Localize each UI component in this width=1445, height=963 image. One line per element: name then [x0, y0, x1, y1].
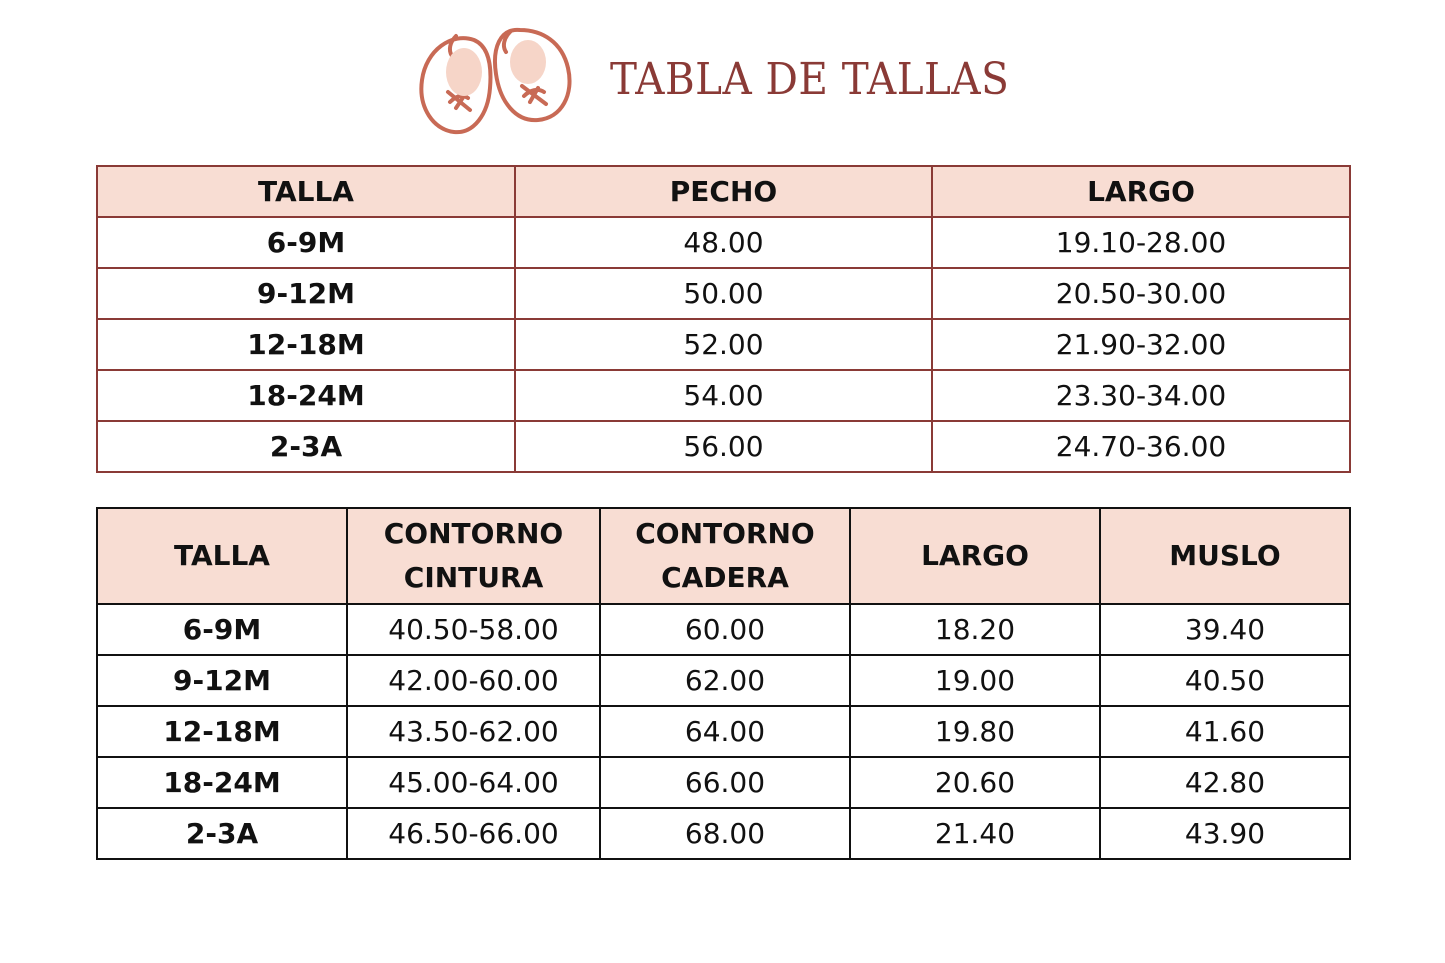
largo-cell: 20.50-30.00 [932, 268, 1350, 319]
muslo-cell: 41.60 [1100, 706, 1350, 757]
header-talla [97, 508, 347, 604]
table-row [97, 808, 1350, 859]
cadera-cell: 68.00 [600, 808, 850, 859]
header-line: TALLA [174, 539, 270, 572]
pecho-cell: 56.00 [515, 421, 932, 472]
largo-cell: 21.40 [850, 808, 1100, 859]
table-row [97, 706, 1350, 757]
largo-cell: 24.70-36.00 [932, 421, 1350, 472]
table-row [97, 268, 1350, 319]
size-cell: 9-12M [97, 268, 515, 319]
header-line: MUSLO [1169, 539, 1281, 572]
table-header-row [97, 508, 1350, 604]
size-cell: 12-18M [97, 706, 347, 757]
header-line: CADERA [661, 561, 789, 594]
page-header [0, 0, 1445, 150]
size-cell: 2-3A [97, 421, 515, 472]
muslo-cell: 39.40 [1100, 604, 1350, 655]
muslo-cell: 43.90 [1100, 808, 1350, 859]
cadera-cell: 60.00 [600, 604, 850, 655]
largo-cell: 18.20 [850, 604, 1100, 655]
cadera-cell: 66.00 [600, 757, 850, 808]
size-cell: 6-9M [97, 604, 347, 655]
size-cell: 12-18M [97, 319, 515, 370]
header-pecho: PECHO [515, 166, 932, 217]
largo-cell: 20.60 [850, 757, 1100, 808]
header-line: CONTORNO [383, 517, 564, 550]
header-largo [850, 508, 1100, 604]
header-muslo [1100, 508, 1350, 604]
size-cell: 18-24M [97, 370, 515, 421]
table-row [97, 757, 1350, 808]
largo-cell: 19.00 [850, 655, 1100, 706]
pecho-cell: 50.00 [515, 268, 932, 319]
size-table-bottom [96, 507, 1351, 860]
cintura-cell: 42.00-60.00 [347, 655, 600, 706]
table-row [97, 655, 1350, 706]
cintura-cell: 43.50-62.00 [347, 706, 600, 757]
largo-cell: 21.90-32.00 [932, 319, 1350, 370]
page-title: TABLA DE TALLAS [610, 54, 1010, 105]
header-contorno-cadera [600, 508, 850, 604]
largo-cell: 19.80 [850, 706, 1100, 757]
largo-cell: 19.10-28.00 [932, 217, 1350, 268]
table-row [97, 217, 1350, 268]
cadera-cell: 64.00 [600, 706, 850, 757]
header-line: CONTORNO [635, 517, 815, 550]
pecho-cell: 48.00 [515, 217, 932, 268]
largo-cell: 23.30-34.00 [932, 370, 1350, 421]
muslo-cell: 42.80 [1100, 757, 1350, 808]
cintura-cell: 46.50-66.00 [347, 808, 600, 859]
size-cell: 6-9M [97, 217, 515, 268]
header-largo: LARGO [932, 166, 1350, 217]
header-line: CINTURA [403, 561, 544, 594]
table-row [97, 604, 1350, 655]
size-cell: 9-12M [97, 655, 347, 706]
muslo-cell: 40.50 [1100, 655, 1350, 706]
cadera-cell: 62.00 [600, 655, 850, 706]
header-line: LARGO [921, 539, 1029, 572]
cintura-cell: 40.50-58.00 [347, 604, 600, 655]
table-row [97, 421, 1350, 472]
table-row [97, 319, 1350, 370]
pecho-cell: 52.00 [515, 319, 932, 370]
size-table-top [96, 165, 1351, 473]
table-row [97, 370, 1350, 421]
header-contorno-cintura [347, 508, 600, 604]
size-cell: 2-3A [97, 808, 347, 859]
table-header-row [97, 166, 1350, 217]
baby-shoes-icon [412, 22, 582, 140]
pecho-cell: 54.00 [515, 370, 932, 421]
cintura-cell: 45.00-64.00 [347, 757, 600, 808]
size-cell: 18-24M [97, 757, 347, 808]
header-talla: TALLA [97, 166, 515, 217]
